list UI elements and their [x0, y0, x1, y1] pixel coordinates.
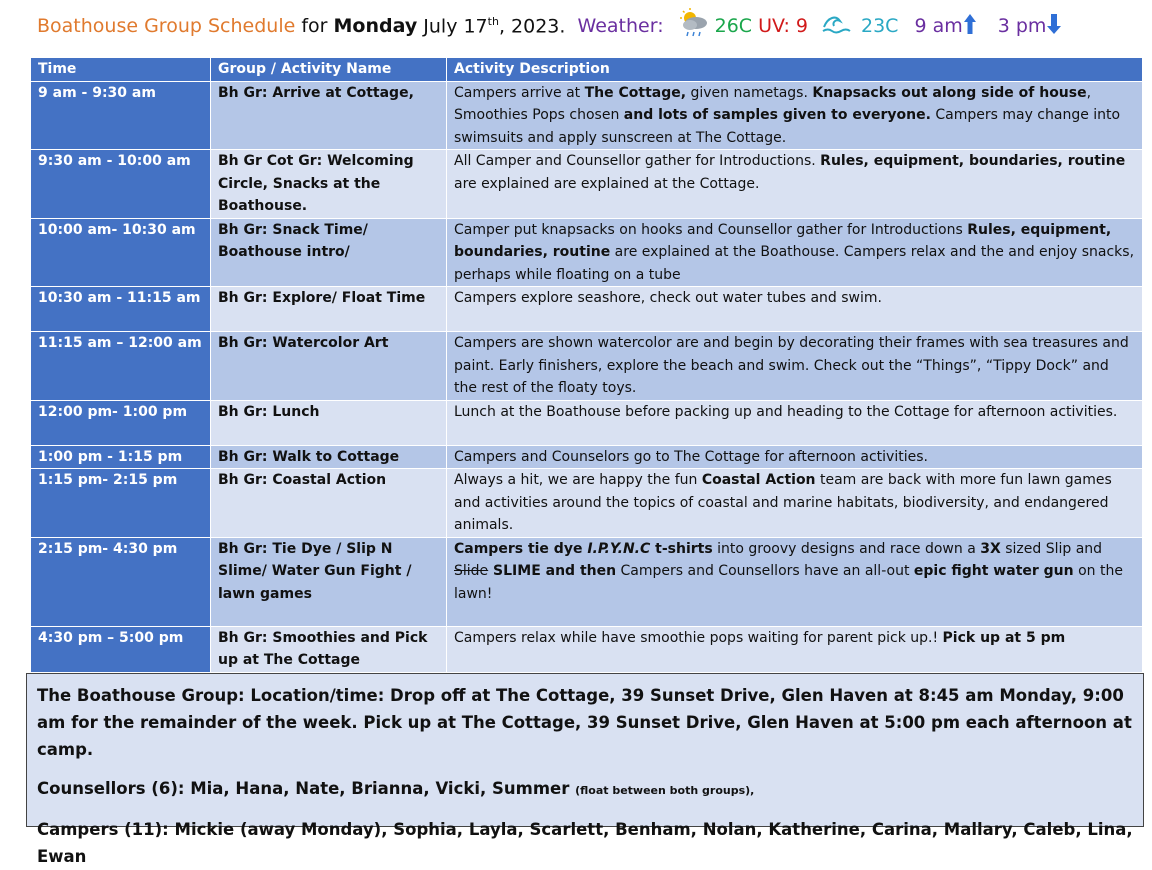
- description-text: All Camper and Counsellor gather for Introductions.: [454, 153, 821, 169]
- description-text: Always a hit, we are happy the fun: [454, 472, 702, 488]
- table-row: [31, 218, 1143, 287]
- table-row: [31, 445, 1143, 469]
- schedule-heading: [37, 10, 1065, 42]
- table-row: [31, 287, 1143, 332]
- location-info: The Boathouse Group: Location/time: Drop off at The Cottage, 39 Sunset Drive, Glen Haven at 8:45 am Monday, 9:00 am for the remainder of the week. Pick up at The Cottage, 39 Sunset Drive, Glen Haven at 5:00 pm each afternoon at camp.: [37, 686, 1132, 759]
- row-description: [447, 218, 1143, 287]
- description-text: are explained are explained at the Cottage.: [454, 175, 760, 192]
- row-description: [447, 332, 1143, 401]
- row-description: [447, 400, 1143, 445]
- row-time: 9:30 am - 10:00 am: [31, 150, 211, 219]
- description-text: Rules, equipment, boundaries, routine: [454, 221, 1112, 260]
- row-description: [447, 445, 1143, 469]
- description-text: team are back with more fun lawn games and activities around the topics of coastal and marine habitats, biodiversity, and endangered animals.: [454, 472, 1112, 533]
- table-row: [31, 332, 1143, 401]
- row-description: [447, 537, 1143, 626]
- table-header-row: [31, 58, 1143, 82]
- table-row: [31, 81, 1143, 150]
- table-row: [31, 469, 1143, 538]
- row-time: 1:15 pm- 2:15 pm: [31, 469, 211, 538]
- row-time: 2:15 pm- 4:30 pm: [31, 537, 211, 626]
- description-text: I.P.Y.N.C: [587, 540, 651, 557]
- description-text: Lunch at the Boathouse before packing up and heading to the Cottage for afternoon activities.: [454, 403, 1118, 420]
- row-group-activity: Bh Gr: Tie Dye / Slip N Slime/ Water Gun Fight / lawn games: [211, 537, 447, 626]
- arrow-up-icon: [963, 13, 977, 40]
- day-name: Monday: [333, 15, 418, 37]
- row-group-activity: Bh Gr: Explore/ Float Time: [211, 287, 447, 332]
- description-text: Campers may change into swimsuits and apply sunscreen at The Cottage.: [454, 107, 1121, 146]
- high-tide-time: 9 am: [914, 15, 963, 37]
- row-description: [447, 150, 1143, 219]
- description-text: Rules, equipment, boundaries, routine: [820, 153, 1126, 169]
- for-word: for: [301, 15, 328, 37]
- description-text: Camper put knapsacks on hooks and Counsellor gather for Introductions: [454, 221, 968, 238]
- wave-icon: [822, 13, 852, 40]
- row-group-activity: Bh Gr: Watercolor Art: [211, 332, 447, 401]
- table-row: [31, 537, 1143, 626]
- description-text: Slide: [454, 563, 489, 579]
- row-description: [447, 469, 1143, 538]
- column-header-time: Time: [31, 58, 211, 82]
- row-group-activity: Bh Gr: Arrive at Cottage,: [211, 81, 447, 150]
- column-header-description: Activity Description: [447, 58, 1143, 82]
- description-text: , Smoothies Pops chosen: [454, 84, 1092, 123]
- description-text: The Cottage,: [584, 84, 687, 101]
- description-text: t-shirts: [650, 540, 713, 557]
- description-text: Campers arrive at: [454, 84, 585, 101]
- row-description: [447, 81, 1143, 150]
- row-group-activity: Bh Gr: Lunch: [211, 400, 447, 445]
- description-text: Knapsacks out along side of house: [812, 84, 1087, 101]
- row-time: 12:00 pm- 1:00 pm: [31, 400, 211, 445]
- row-time: 4:30 pm – 5:00 pm: [31, 626, 211, 672]
- description-text: epic fight water gun: [913, 563, 1074, 579]
- counsellors-line: Counsellors (6): Mia, Hana, Nate, Brianna, Vicki, Summer (float between both groups),: [37, 779, 755, 798]
- weather-label: Weather:: [577, 15, 664, 37]
- description-text: on the lawn!: [454, 563, 1123, 602]
- air-temperature: 26C: [714, 15, 753, 37]
- row-group-activity: Bh Gr: Walk to Cottage: [211, 445, 447, 469]
- description-text: Campers are shown watercolor are and begin by decorating their frames with sea treasures and paint. Early finishers, explore the beach and swim. Check out the “Things”, “Tippy Dock” and the rest of the floaty toys.: [454, 335, 1129, 396]
- table-row: [31, 400, 1143, 445]
- row-description: [447, 626, 1143, 672]
- sun-cloud-rain-icon: [676, 8, 712, 45]
- arrow-down-icon: [1046, 13, 1062, 40]
- description-text: sized Slip and: [1000, 540, 1103, 557]
- description-text: Campers explore seashore, check out water tubes and swim.: [454, 290, 882, 306]
- campers-line: Campers (11): Mickie (away Monday), Sophia, Layla, Scarlett, Benham, Nolan, Katherine, Carina, Mallary, Caleb, Lina, Ewan: [37, 820, 1133, 866]
- row-group-activity: Bh Gr Cot Gr: Welcoming Circle, Snacks at the Boathouse.: [211, 150, 447, 219]
- row-time: 10:00 am- 10:30 am: [31, 218, 211, 287]
- description-text: and lots of samples given to everyone.: [623, 107, 931, 123]
- row-time: 1:00 pm - 1:15 pm: [31, 445, 211, 469]
- group-info-box: [26, 673, 1144, 866]
- description-text: into groovy designs and race down a: [712, 540, 981, 557]
- description-text: Campers and Counselors go to The Cottage for afternoon activities.: [454, 448, 928, 465]
- description-text: Campers relax while have smoothie pops waiting for parent pick up.!: [454, 629, 943, 646]
- description-text: Coastal Action: [701, 472, 816, 488]
- description-text: are explained at the Boathouse. Campers relax and the and enjoy snacks, perhaps while floating on a tube: [454, 244, 1135, 283]
- schedule-table: [30, 57, 1143, 673]
- description-text: Pick up at 5 pm: [942, 629, 1066, 646]
- row-group-activity: Bh Gr: Snack Time/ Boathouse intro/: [211, 218, 447, 287]
- low-tide-time: 3 pm: [997, 15, 1047, 37]
- description-text: Campers and Counsellors have an all-out: [616, 563, 914, 579]
- description-text: Campers tie dye: [454, 540, 588, 557]
- table-row: [31, 150, 1143, 219]
- description-text: given nametags.: [686, 84, 813, 101]
- counsellors-note: (float between both groups),: [575, 784, 755, 797]
- description-text: SLIME and then: [488, 563, 617, 579]
- column-header-group: Group / Activity Name: [211, 58, 447, 82]
- row-description: [447, 287, 1143, 332]
- row-time: 10:30 am - 11:15 am: [31, 287, 211, 332]
- water-temperature: 23C: [861, 15, 899, 37]
- date-text: July 17th, 2023.: [423, 14, 566, 38]
- uv-index: UV: 9: [758, 15, 808, 37]
- table-row: [31, 626, 1143, 672]
- row-time: 9 am - 9:30 am: [31, 81, 211, 150]
- page-title: Boathouse Group Schedule: [37, 15, 296, 37]
- row-time: 11:15 am – 12:00 am: [31, 332, 211, 401]
- row-group-activity: Bh Gr: Smoothies and Pick up at The Cottage: [211, 626, 447, 672]
- description-text: 3X: [980, 540, 1001, 557]
- row-group-activity: Bh Gr: Coastal Action: [211, 469, 447, 538]
